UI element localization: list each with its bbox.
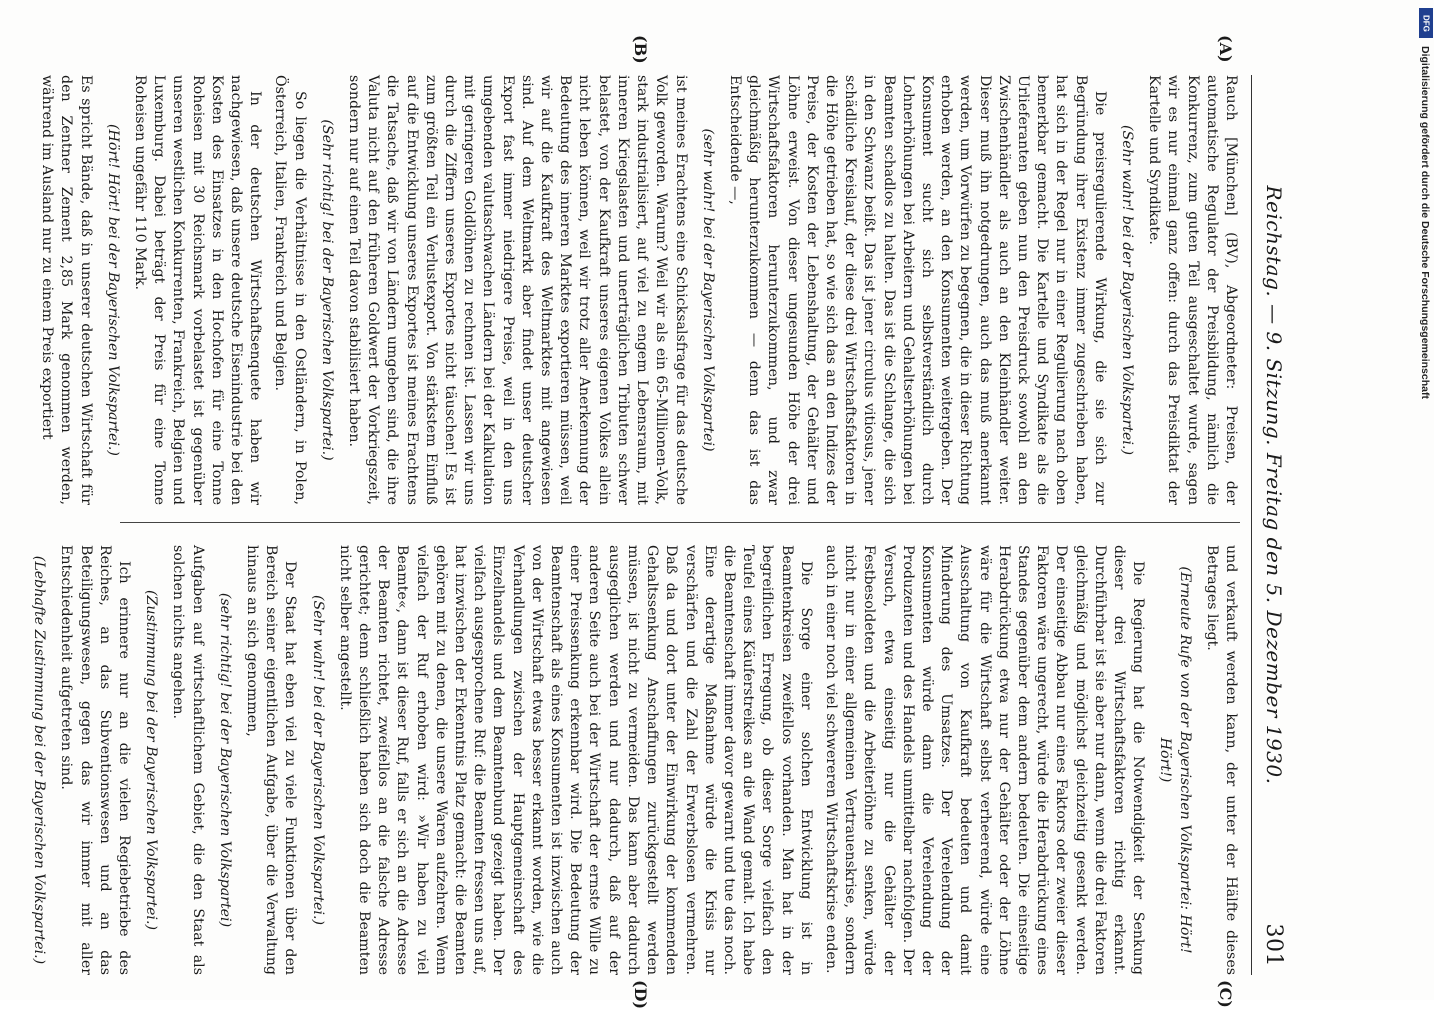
paragraph: Die Sorge einer solchen Entwicklung ist in Beamtenkreisen zweifellos vorhanden. Man hat in der begreiflichen Erregung, ob dieser Sorge vielfach den Teufel eines Käuferstreikes an die Wand gemalt. Ich habe die Beamtenschaft immer davor gewarnt und tue das noch. Eine derartige Maßnahme würde die Krisis nur verschärfen und die Zahl der Erwerbslosen vermehren. Daß da und dort unter der Einwirkung der kommenden Gehaltssenkung Anschaffungen zurückgestellt werden müssen, ist nicht zu vermeiden. Das kann aber dadurch ausgeglichen werden und nur dadurch, daß auf der anderen Seite auch bei der Wirtschaft der ernste Wille zu einer Preissenkung erkennbar wird. Die Bedeutung der Beamtenschaft als eines Konsumenten ist inzwischen auch von der Wirtschaft etwas besser erkannt worden, wie die Verhandlungen zwischen der Hauptgemeinschaft des Einzelhandels und dem Beamtenbund gezeigt haben. Der vielfach ausgesprochene Ruf: die Beamten fressen uns auf, hat inzwischen der Erkenntnis Platz gemacht: die Beamten gehören mit zu denen, die unsere Waren aufzehren. Wenn vielfach der Ruf erhoben wird: »Wir haben zu viel Beamte«, dann ist dieser Ruf, falls er sich an die Adresse der Beamten richtet, zweifellos an die falsche Adresse gerichtet; denn schließlich haben sich doch die Beamten nicht selber angestellt. bbox=[336, 545, 814, 975]
paragraph: Ich erinnere nur an die vielen Regiebetriebe des Reiches, an das Subventionswesen und an das Beteiligungswesen, gegen das wir immer mit aller Entschiedenheit aufgetreten sind. bbox=[58, 545, 133, 975]
paragraph: Der Staat hat eben viel zu viele Funktionen über den Bereich seiner eigentlichen Aufgabe, über die Verwaltung hinaus an sich genommen, bbox=[244, 545, 299, 975]
paragraph: So liegen die Verhältnisse in den Ostländern, in Polen, Österreich, Italien, Frankreich und Belgien. bbox=[272, 75, 308, 505]
paragraph: Es spricht Bände, daß in unserer deutschen Wirtschaft für den Zentner Zement 2,85 Mark genommen werden, während im Ausland nur zu einem Preis exportiert bbox=[39, 75, 94, 505]
header-rule bbox=[1251, 75, 1252, 975]
interjection: (Erneute Rufe von der Bayerischen Volkspartei: Hört! Hört!) bbox=[1157, 566, 1193, 954]
paragraph: Die Regierung hat die Notwendigkeit der Senkung dieser drei Wirtschaftsfaktoren richtig erkannt. Durchführbar ist sie aber nur dann, wenn die drei Faktoren gleichmäßig und möglichst gleichzeitig gesenkt werden. Der einseitige Abbau nur eines Faktors oder zweier dieser Faktoren wäre ungerecht, würde die Herabdrückung eines Standes gegenüber dem andern bedeuten. Die einseitige Herabdrückung etwa nur der Gehälter oder der Löhne wäre für die Wirtschaft selbst verheerend, würde eine Ausschaltung von Kaufkraft bedeuten und damit Minderung des Umsatzes. Der Verelendung der Konsumenten würde dann die Verelendung der Produzenten und des Handels unmittelbar nachfolgen. Der Versuch, etwa einseitig nur die Gehälter der Festbesoldeten und die Arbeiterlöhne zu senken, würde nicht nur in einer allgemeinen Vertrauenskrise, sondern auch in einer noch viel schwereren Wirtschaftskrise enden. bbox=[822, 545, 1147, 975]
margin-mark-b: (B) bbox=[631, 35, 650, 64]
interjection: (Sehr wahr! bei der Bayerischen Volkspartei.) bbox=[309, 594, 326, 926]
margin-mark-a: (A) bbox=[1216, 35, 1235, 63]
interjection: (Sehr richtig! bei der Bayerischen Volkspartei.) bbox=[318, 119, 335, 461]
paragraph: Rauch [München] (BV), Abgeordneter: Preisen, der automatische Regulator der Preisbildung, nämlich die Konkurrenz, zum guten Teil ausgeschaltet wurde, sagen wir es nur einmal ganz offen: durch das Preisdiktat der Kartelle und Syndikate. bbox=[1146, 75, 1239, 505]
page-header bbox=[1250, 75, 1290, 975]
dfg-attribution: Digitalisierung gefördert durch die Deutsche Forschungsgemeinschaft bbox=[1419, 46, 1431, 399]
interjection: (sehr richtig! bei der Bayerischen Volkspartei) bbox=[216, 592, 233, 928]
dfg-logo-icon: DFG bbox=[1419, 8, 1433, 38]
paragraph: Die preisregulierende Wirkung, die sie sich zur Begründung ihrer Existenz immer zugeschrieben haben, hat sich in der Regel nur in einer Regulierung nach oben bemerkbar gemacht. Die Kartelle und Syndikate als die Urlieferanten geben nun den Preisdruck sowohl an den Zwischenhändler als auch an den Kleinhändler weiter. Dieser muß ihn notgedrungen, auch das muß anerkannt werden, um Vorwürfen zu begegnen, die in dieser Richtung erhoben werden, an den Konsumenten weitergeben. Der Konsument sucht sich selbstverständlich durch Lohnerhöhungen bei Arbeitern und Gehaltserhöhungen bei Beamten schadlos zu halten. Das ist die Schlange, die sich in den Schwanz beißt. Das ist jener circulus vitiosus, jener schädliche Kreislauf, der diese drei Wirtschaftsfaktoren in die Höhe getrieben hat, so wie sich das an den Indizes der Preise, der Kosten der Lebenshaltung, der Gehälter und Löhne erweist. Von dieser ungesunden Höhe der drei Wirtschaftsfaktoren herunterzukommen, und zwar gleichmäßig herunterzukommen — denn das ist das Entscheidende —, bbox=[726, 75, 1108, 505]
interjection: (Zustimmung bei der Bayerischen Volkspartei.) bbox=[143, 589, 160, 931]
paragraph: ist meines Erachtens eine Schicksalsfrage für das deutsche Volk geworden. Warum? Weil wir als ein 65-Millionen-Volk, stark industrialisiert, auf viel zu engem Lebensraum, mit inneren Kriegslasten und unerträglichen Tributen schwer belastet, von der Kaufkraft unseres eigenen Volkes allein nicht leben können, weil wir trotz aller Anerkennung der Bedeutung des inneren Marktes exportieren müssen, weil wir auf die Kaufkraft des Weltmarktes mit angewiesen sind. Auf dem Weltmarkt aber findet unser deutscher Export fast immer niedrigere Preise, weil in den uns umgebenden valutaschwachen Ländern bei der Kalkulation mit geringeren Goldlöhnen zu rechnen ist. Lassen wir uns durch die Ziffern unseres Exportes nicht täuschen! Es ist zum größten Teil ein Verlustexport. Von stärkstem Einfluß auf die Entwicklung unseres Exportes ist meines Erachtens die Tatsache, daß wir von Ländern umgeben sind, die ihre Valuta nicht auf den früheren Goldwert der Vorkriegszeit, sondern nur auf einen Teil davon stabilisiert haben. bbox=[346, 75, 689, 505]
right-column bbox=[21, 545, 1240, 975]
interjection: (Hört! Hört! bei der Bayerischen Volkspartei.) bbox=[104, 124, 121, 456]
paragraph: In der deutschen Wirtschaftsenquete haben wir nachgewiesen, daß unsere deutsche Eisenindustrie bei den Kosten des Einsatzes in den Hochofen für eine Tonne Roheisen mit 30 Reichsmark vorbelastet ist gegenüber unseren westlichen Konkurrenten, Frankreich, Belgien und Luxemburg. Dabei beträgt der Preis für eine Tonne Roheisen ungefähr 110 Mark. bbox=[132, 75, 264, 505]
interjection: (Lebhafte Zustimmung bei der Bayerischen Volkspartei.) bbox=[31, 555, 48, 965]
page-header-title: Reichstag. — 9. Sitzung. Freitag den 5. Dezember 1930. bbox=[1262, 185, 1286, 785]
interjection: (sehr wahr! bei der Bayerischen Volkspartei) bbox=[699, 128, 716, 452]
paragraph: und verkauft werden kann, der unter der Hälfte dieses Betrages liegt. bbox=[1203, 545, 1239, 975]
paragraph: Aufgaben auf wirtschaftlichem Gebiet, die den Staat als solchen nichts angehen. bbox=[170, 545, 206, 975]
left-column bbox=[31, 75, 1240, 505]
rotated-page-content bbox=[31, 35, 1290, 1009]
interjection: (Sehr wahr! bei der Bayerischen Volkspartei.) bbox=[1118, 124, 1135, 456]
margin-mark-d: (D) bbox=[631, 980, 650, 1009]
margin-mark-c: (C) bbox=[1216, 980, 1235, 1008]
page-number: 301 bbox=[1261, 923, 1286, 967]
column-divider bbox=[120, 522, 1240, 523]
